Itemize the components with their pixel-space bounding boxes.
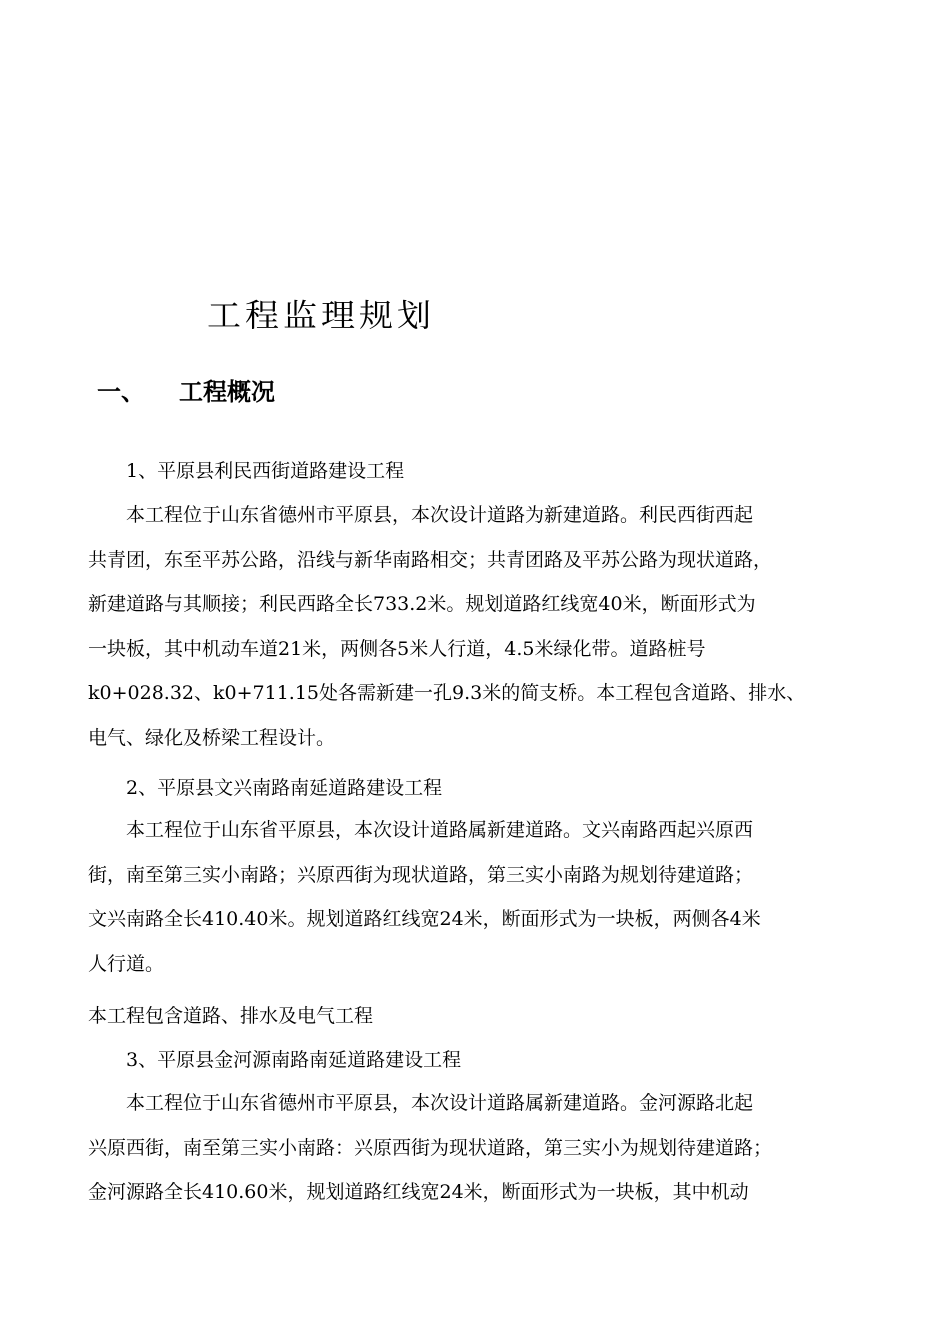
item-note-2: 本工程包含道路、排水及电气工程 bbox=[88, 1005, 374, 1027]
section-number: 一、 bbox=[97, 378, 145, 406]
paragraph-line: 人行道。 bbox=[88, 952, 165, 975]
item-title-1: 1、平原县利民西街道路建设工程 bbox=[126, 460, 405, 482]
paragraph-line: 电气、绿化及桥梁工程设计。 bbox=[88, 726, 336, 749]
paragraph-line: 兴原西街，南至第三实小南路：兴原西街为现状道路，第三实小为规划待建道路； bbox=[88, 1136, 773, 1159]
paragraph-line: 本工程位于山东省德州市平原县，本次设计道路为新建道路。利民西街西起 bbox=[126, 504, 754, 526]
item-body-2 bbox=[88, 808, 888, 986]
paragraph-line: 文兴南路全长410.40米。规划道路红线宽24米，断面形式为一块板，两侧各4米 bbox=[88, 908, 761, 930]
section-heading bbox=[97, 372, 275, 407]
paragraph-line: k0+028.32、k0+711.15处各需新建一孔9.3米的简支桥。本工程包含道路、排水、 bbox=[88, 682, 806, 704]
paragraph-line: 一块板，其中机动车道21米，两侧各5米人行道，4.5米绿化带。道路桩号 bbox=[88, 637, 706, 660]
section-title: 工程概况 bbox=[179, 378, 275, 406]
paragraph-line: 街，南至第三实小南路；兴原西街为现状道路，第三实小南路为规划待建道路； bbox=[88, 863, 754, 886]
document-title: 工程监理规划 bbox=[207, 297, 435, 335]
item-body-1 bbox=[88, 493, 888, 760]
paragraph-line: 新建道路与其顺接；利民西路全长733.2米。规划道路红线宽40米，断面形式为 bbox=[88, 593, 756, 615]
paragraph-line: 金河源路全长410.60米，规划道路红线宽24米，断面形式为一块板，其中机动 bbox=[88, 1181, 749, 1203]
item-body-3 bbox=[88, 1081, 888, 1215]
paragraph-line: 本工程位于山东省平原县，本次设计道路属新建道路。文兴南路西起兴原西 bbox=[126, 819, 754, 841]
item-title-2: 2、平原县文兴南路南延道路建设工程 bbox=[126, 777, 443, 799]
paragraph-line: 本工程位于山东省德州市平原县，本次设计道路属新建道路。金河源路北起 bbox=[126, 1092, 754, 1114]
item-title-3: 3、平原县金河源南路南延道路建设工程 bbox=[126, 1049, 462, 1071]
paragraph-line: 共青团，东至平苏公路，沿线与新华南路相交；共青团路及平苏公路为现状道路， bbox=[88, 548, 773, 571]
